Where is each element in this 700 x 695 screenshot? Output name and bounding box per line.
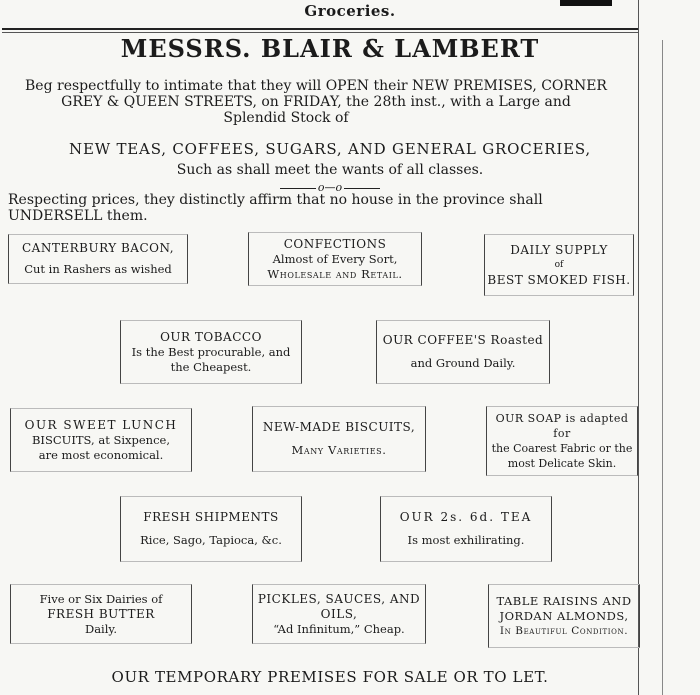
- box-line: In Beautiful Condition.: [499, 624, 629, 637]
- box-line: the Coarest Fabric or the: [491, 442, 633, 455]
- box-line: OUR SOAP is adapted for: [495, 412, 629, 440]
- box-raisins-almonds: [488, 584, 640, 648]
- box-line: NEW-MADE BISCUITS,: [262, 420, 416, 434]
- box-line: DAILY SUPPLY: [510, 242, 608, 257]
- box-line: PICKLES, SAUCES, AND: [257, 591, 421, 606]
- advert-title: MESSRS. BLAIR & LAMBERT: [120, 34, 540, 63]
- box-line: Cut in Rashers as wished: [24, 262, 172, 276]
- box-fresh-shipments: [120, 496, 302, 562]
- header-bar: [560, 0, 612, 6]
- prices-statement: Respecting prices, they distinctly affirm that no house in the province shall UNDERSELL them.: [8, 192, 543, 224]
- box-line: and Ground Daily.: [410, 356, 516, 370]
- box-canterbury-bacon: [8, 234, 188, 284]
- box-smoked-fish: [484, 234, 634, 296]
- top-rule-thin: [2, 32, 638, 33]
- box-line: CANTERBURY BACON,: [21, 241, 175, 255]
- box-tea: [380, 496, 552, 562]
- box-line: the Cheapest.: [170, 359, 252, 374]
- box-line: Five or Six Dairies of: [39, 591, 163, 606]
- box-line: BEST SMOKED FISH.: [487, 272, 631, 287]
- box-line: Is most exhilirating.: [407, 533, 525, 547]
- box-line: JORDAN ALMONDS,: [499, 608, 629, 623]
- column-rule-outer: [662, 40, 663, 695]
- box-line: Is the Best procurable, and: [131, 344, 291, 359]
- top-rule: [2, 28, 638, 30]
- box-confections: [248, 232, 422, 286]
- box-line: Daily.: [84, 621, 118, 636]
- box-line: TABLE RAISINS AND: [496, 593, 632, 608]
- box-new-made-biscuits: [252, 406, 426, 472]
- box-line: Wholesale and Retail.: [267, 266, 403, 281]
- box-line: OUR COFFEE'S Roasted: [382, 333, 544, 347]
- box-soap: [486, 406, 638, 476]
- box-tobacco: [120, 320, 302, 384]
- box-line: Almost of Every Sort,: [272, 251, 398, 266]
- box-sweet-lunch-biscuits: [10, 408, 192, 472]
- box-line: are most economical.: [38, 447, 164, 462]
- box-line: OUR 2s. 6d. TEA: [399, 510, 533, 524]
- box-line: Many Varieties.: [291, 443, 387, 457]
- box-line: OUR SWEET LUNCH: [24, 417, 178, 432]
- subheading-2: Such as shall meet the wants of all classes.: [176, 162, 484, 178]
- box-line: Rice, Sago, Tapioca, &c.: [140, 533, 282, 547]
- ornament-divider: o—o: [0, 181, 660, 194]
- subheading: NEW TEAS, COFFEES, SUGARS, AND GENERAL GROCERIES,: [69, 140, 591, 158]
- intro-line-3: Splendid Stock of: [223, 110, 349, 126]
- box-line: CONFECTIONS: [283, 236, 387, 251]
- box-line: FRESH SHIPMENTS: [143, 510, 279, 524]
- box-pickles-sauces: [252, 584, 426, 644]
- box-line: OILS,: [320, 606, 358, 621]
- box-line: most Delicate Skin.: [507, 457, 617, 470]
- box-line: “Ad Infinitum,” Cheap.: [273, 621, 405, 636]
- intro-paragraph: [0, 78, 632, 126]
- box-line: OUR TOBACCO: [160, 329, 262, 344]
- box-line: of: [554, 259, 564, 270]
- box-coffee: [376, 320, 550, 384]
- intro-line-2: GREY & QUEEN STREETS, on FRIDAY, the 28th inst., with a Large and: [61, 94, 571, 110]
- box-line: BISCUITS, at Sixpence,: [31, 432, 170, 447]
- box-fresh-butter: [10, 584, 192, 644]
- footer-notice: OUR TEMPORARY PREMISES FOR SALE OR TO LET.: [111, 668, 549, 686]
- box-line: FRESH BUTTER: [47, 606, 155, 621]
- section-header: Groceries.: [304, 2, 396, 20]
- intro-line-1: Beg respectfully to intimate that they will OPEN their NEW PREMISES, CORNER: [25, 78, 607, 94]
